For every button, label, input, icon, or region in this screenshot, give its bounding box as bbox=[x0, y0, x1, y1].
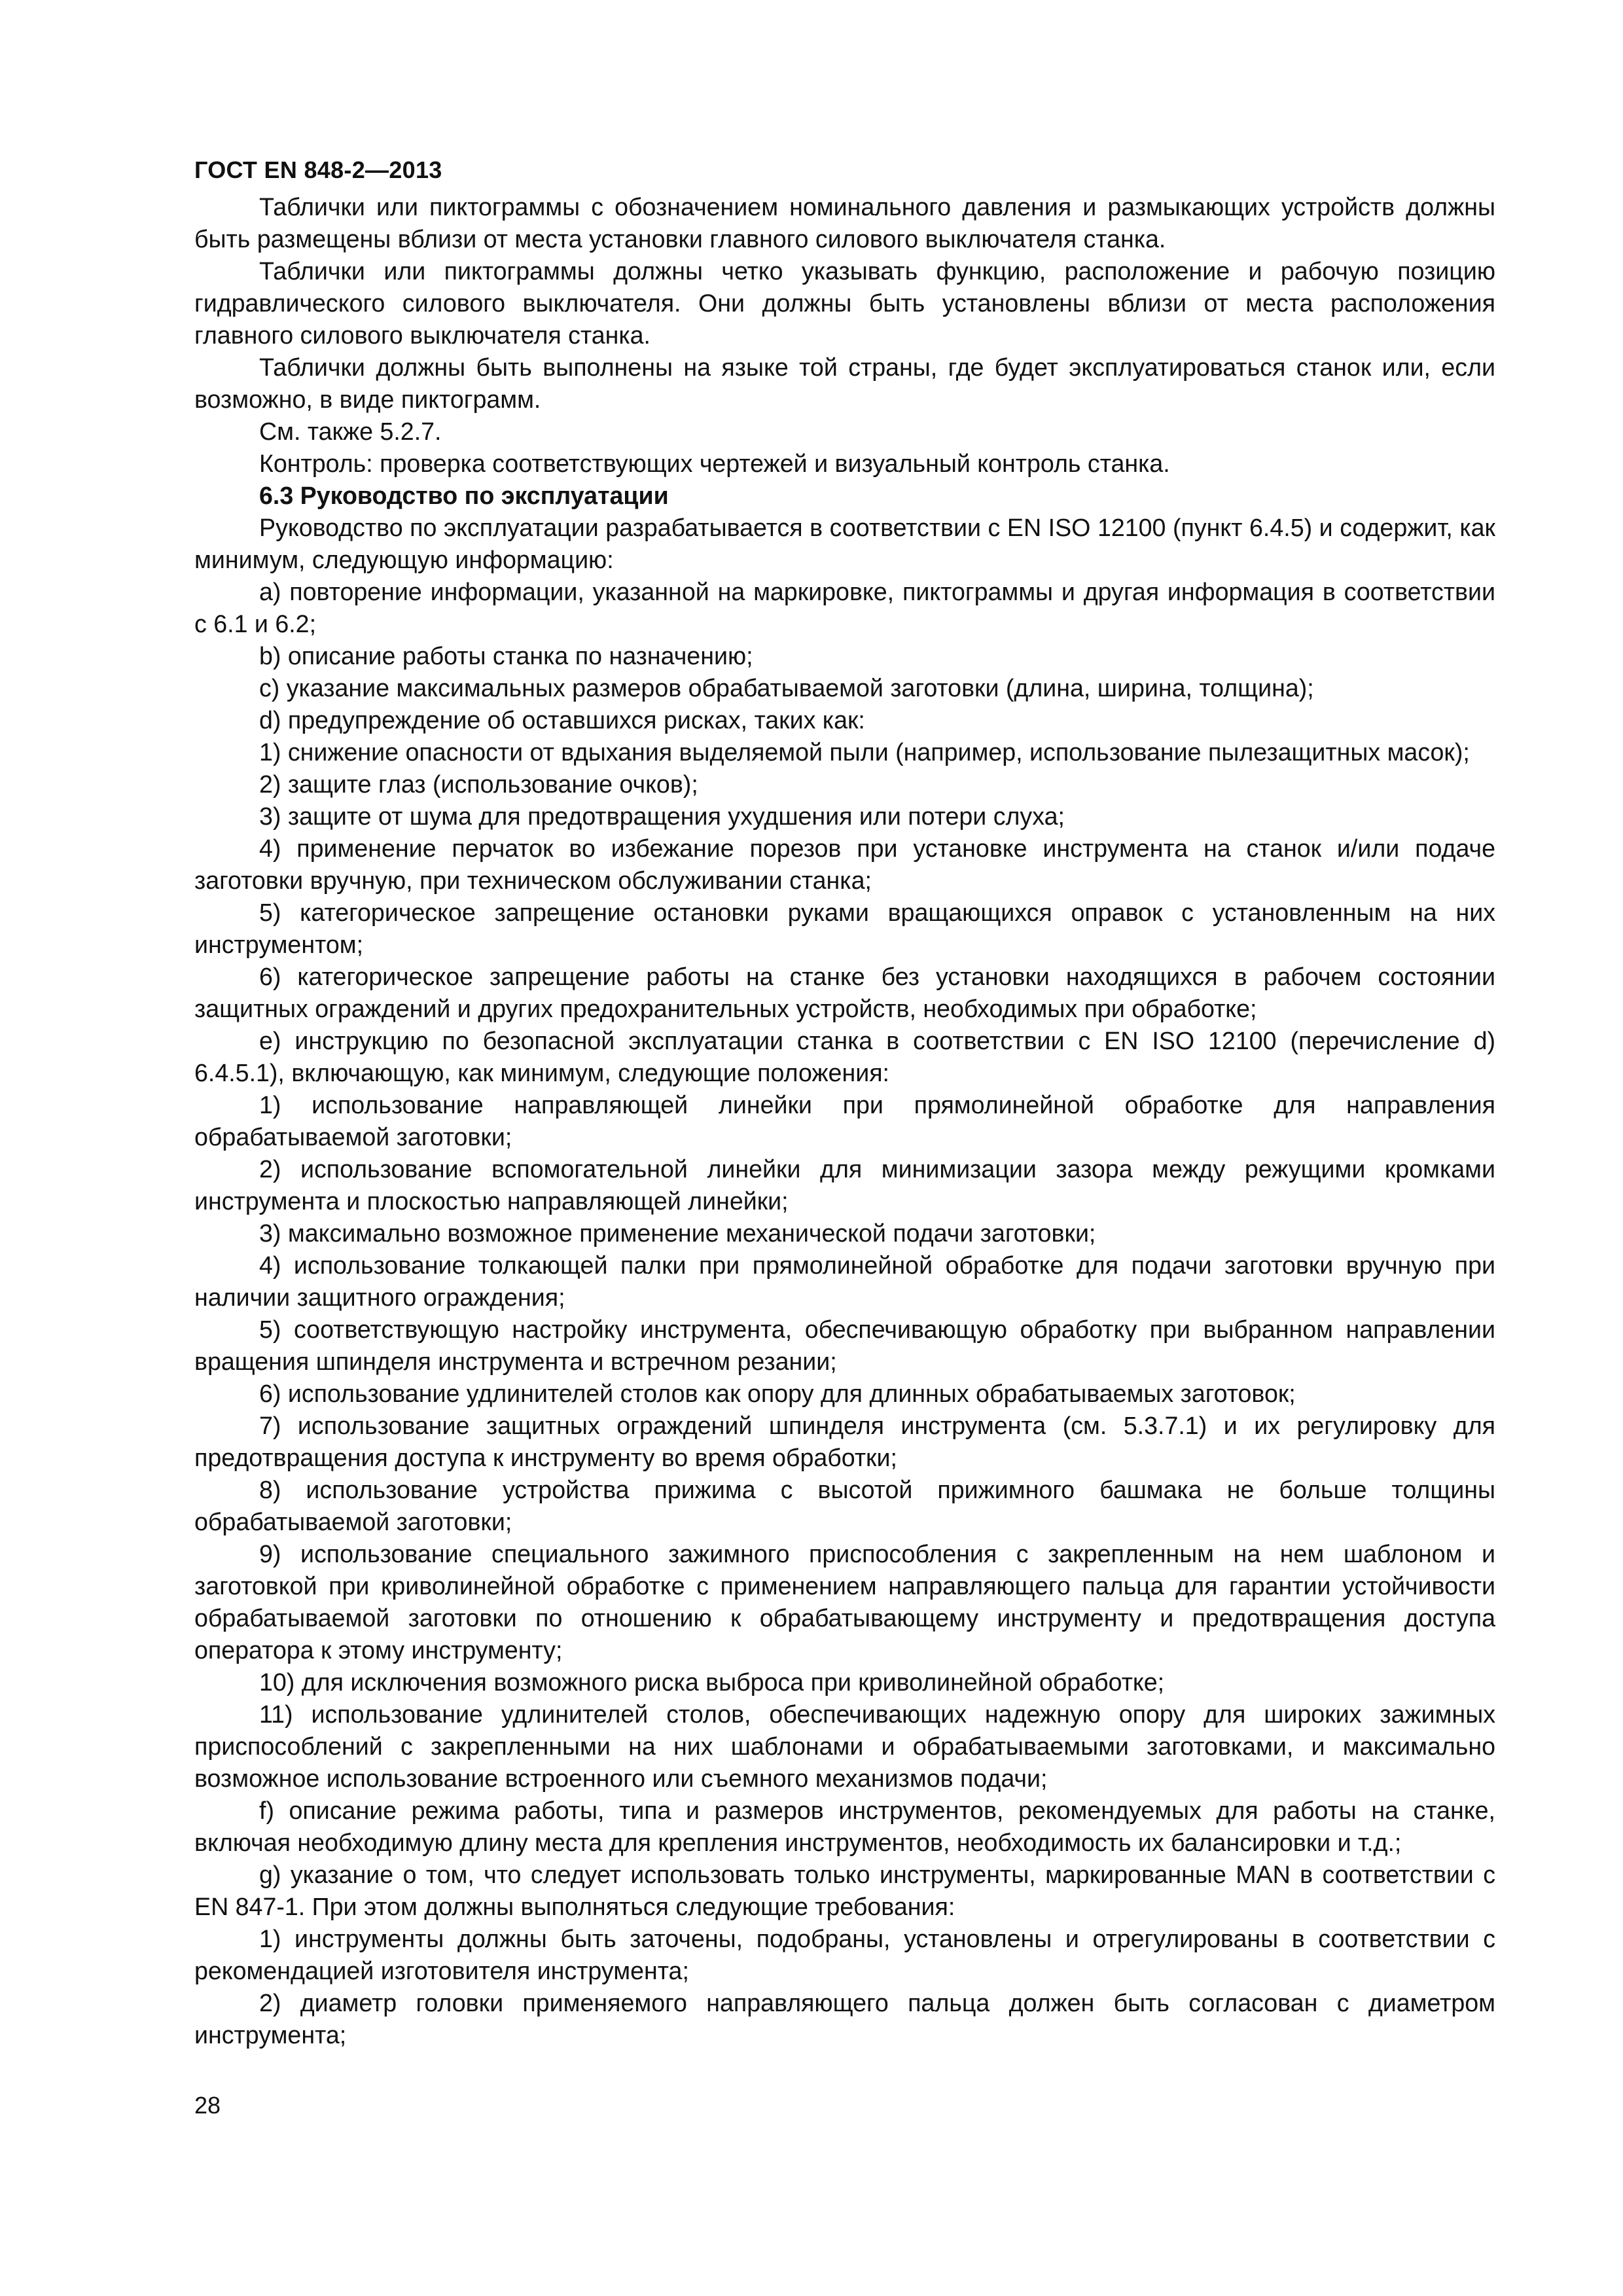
list-item: 6) категорическое запрещение работы на станке без установки находящихся в рабочем состоянии защитных ограждений и других предохранительных устройств, необходимых при обработке; bbox=[194, 963, 1495, 1022]
list-item: 2) диаметр головки применяемого направляющего пальца должен быть согласован с диаметром инструмента; bbox=[194, 1989, 1495, 2049]
list-item: a) повторение информации, указанной на маркировке, пиктограммы и другая информация в соответствии с 6.1 и 6.2; bbox=[194, 578, 1495, 637]
list-item: g) указание о том, что следует использовать только инструменты, маркированные MAN в соответствии с EN 847-1. При этом должны выполняться следующие требования: bbox=[194, 1861, 1495, 1920]
paragraph: См. также 5.2.7. bbox=[259, 418, 442, 445]
list-item: 4) использование толкающей палки при прямолинейной обработке для подачи заготовки вручную при наличии защитного ограждения; bbox=[194, 1251, 1495, 1311]
list-item: 5) соответствующую настройку инструмента, обеспечивающую обработку при выбранном направлении вращения шпинделя инструмента и встречном резании; bbox=[194, 1316, 1495, 1375]
list-item: f) описание режима работы, типа и размеров инструментов, рекомендуемых для работы на станке, включая необходимую длину места для крепления инструментов, необходимость их балансировки и т.д.; bbox=[194, 1797, 1495, 1856]
list-item: 1) снижение опасности от вдыхания выделяемой пыли (например, использование пылезащитных масок); bbox=[259, 738, 1470, 766]
list-item: 5) категорическое запрещение остановки руками вращающихся оправок с установленным на них инструментом; bbox=[194, 899, 1495, 958]
list-item: 1) инструменты должны быть заточены, подобраны, установлены и отрегулированы в соответствии с рекомендацией изготовителя инструмента; bbox=[194, 1925, 1495, 1984]
list-item: 6) использование удлинителей столов как опору для длинных обрабатываемых заготовок; bbox=[259, 1380, 1296, 1407]
list-item: 1) использование направляющей линейки при прямолинейной обработке для направления обрабатываемой заготовки; bbox=[194, 1091, 1495, 1151]
paragraph: Таблички или пиктограммы с обозначением номинального давления и размыкающих устройств должны быть размещены вблизи от места установки главного силового выключателя станка. bbox=[194, 193, 1495, 253]
list-item: 8) использование устройства прижима с высотой прижимного башмака не больше толщины обрабатываемой заготовки; bbox=[194, 1476, 1495, 1535]
paragraph: Контроль: проверка соответствующих чертежей и визуальный контроль станка. bbox=[259, 450, 1170, 477]
section-intro: Руководство по эксплуатации разрабатывается в соответствии с EN ISO 12100 (пункт 6.4.5) и содержит, как минимум, следующую информацию: bbox=[194, 514, 1495, 573]
list-item: 3) максимально возможное применение механической подачи заготовки; bbox=[259, 1219, 1096, 1247]
page-number: 28 bbox=[194, 2092, 221, 2119]
list-item: b) описание работы станка по назначению; bbox=[259, 642, 753, 670]
document-header: ГОСТ EN 848-2—2013 bbox=[194, 156, 442, 183]
list-item: 10) для исключения возможного риска выброса при криволинейной обработке; bbox=[259, 1668, 1165, 1696]
document-body bbox=[194, 191, 1495, 2051]
list-item: 9) использование специального зажимного приспособления с закрепленным на нем шаблоном и заготовкой при криволинейной обработке с применением направляющего пальца для гарантии устойчивости обрабатываемой заготовки по отношению к обрабатывающему инструменту и предотвращения доступа оператора к этому инструменту; bbox=[194, 1540, 1495, 1664]
list-item: 4) применение перчаток во избежание порезов при установке инструмента на станок и/или подаче заготовки вручную, при техническом обслуживании станка; bbox=[194, 834, 1495, 894]
list-item: e) инструкцию по безопасной эксплуатации станка в соответствии с EN ISO 12100 (перечисление d) 6.4.5.1), включающую, как минимум, следующие положения: bbox=[194, 1027, 1495, 1086]
paragraph: Таблички или пиктограммы должны четко указывать функцию, расположение и рабочую позицию гидравлического силового выключателя. Они должны быть установлены вблизи от места расположения главного силового выключателя станка. bbox=[194, 257, 1495, 349]
list-item: c) указание максимальных размеров обрабатываемой заготовки (длина, ширина, толщина); bbox=[259, 674, 1314, 702]
list-item: 7) использование защитных ограждений шпинделя инструмента (см. 5.3.7.1) и их регулировку для предотвращения доступа к инструменту во время обработки; bbox=[194, 1412, 1495, 1471]
list-item: 3) защите от шума для предотвращения ухудшения или потери слуха; bbox=[259, 802, 1065, 830]
list-item: d) предупреждение об оставшихся рисках, таких как: bbox=[259, 706, 865, 734]
list-item: 2) защите глаз (использование очков); bbox=[259, 770, 698, 798]
list-item: 2) использование вспомогательной линейки для минимизации зазора между режущими кромками инструмента и плоскостью направляющей линейки; bbox=[194, 1155, 1495, 1215]
section-heading: 6.3 Руководство по эксплуатации bbox=[259, 482, 669, 509]
list-item: 11) использование удлинителей столов, обеспечивающих надежную опору для широких зажимных приспособлений с закрепленными на них шаблонами и обрабатываемыми заготовками, и максимально возможное использование встроенного или съемного механизмов подачи; bbox=[194, 1700, 1495, 1792]
paragraph: Таблички должны быть выполнены на языке той страны, где будет эксплуатироваться станок или, если возможно, в виде пиктограмм. bbox=[194, 353, 1495, 413]
